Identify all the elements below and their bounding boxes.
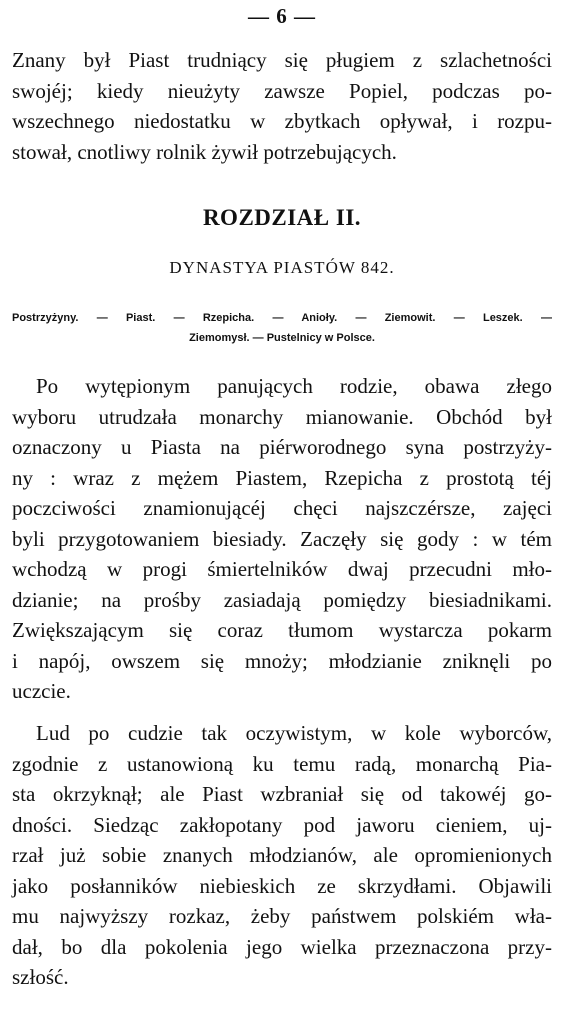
text-line: ny : wraz z mężem Piastem, Rzepicha z prostotą téj <box>12 465 552 490</box>
dynasty-heading: DYNASTYA PIASTÓW 842. <box>169 258 395 277</box>
text-line: i napój, owszem się mnoży; młodzianie zniknęli po <box>12 648 552 673</box>
paragraph-2 <box>12 718 552 993</box>
text-line: Po wytępionym panujących rodzie, obawa złego <box>36 374 552 398</box>
text-line: sta okrzyknął; ale Piast wzbraniał się od takowéj go- <box>12 782 552 806</box>
text-line: Znany był Piast trudniący się pługiem z szlachetności <box>12 48 552 72</box>
text-line: swojéj; kiedy nieużyty zawsze Popiel, podczas po- <box>12 78 552 103</box>
text-line: uczcie. <box>12 679 71 703</box>
text-line: Zwiększającym się coraz tłumom wystarcza pokarm <box>12 618 552 642</box>
chapter-title: ROZDZIAŁ II. <box>202 205 362 230</box>
text-line: poczciwości znamionującéj chęci najszczérsze, zajęci <box>12 496 552 520</box>
text-line: zgodnie z ustanowioną ku temu radą, monarchą Pia- <box>12 751 552 776</box>
text-line: wyboru utrudzała monarchy mianowanie. Obchód był <box>12 404 552 429</box>
text-line: dności. Siedząc zakłopotany pod jaworu cieniem, uj- <box>12 812 552 837</box>
text-line: rzał już sobie znanych młodzianów, ale opromienionych <box>12 843 552 867</box>
text-line: byli przygotowaniem biesiady. Zaczęły się gody : w tém <box>12 526 552 551</box>
summary-line: Ziemomysł. — Pustelnicy w Polsce. <box>189 332 375 344</box>
paragraph-1 <box>12 371 552 707</box>
text-line: wszechnego niedostatku w zbytkach opływał, i rozpu- <box>12 109 552 133</box>
text-line: mu najwyższy rozkaz, żeby państwem polskiém wła- <box>12 904 552 928</box>
page-number: — 6 — <box>248 4 316 28</box>
text-line: Lud po cudzie tak oczywistym, w kole wyborców, <box>36 721 552 745</box>
summary-line: Postrzyżyny. — Piast. — Rzepicha. — Anioły. — Ziemowit. — Leszek. — <box>12 312 552 324</box>
chapter-summary <box>12 308 552 348</box>
text-line: oznaczony u Piasta na piérworodnego syna postrzyży- <box>12 435 552 459</box>
text-line: dzianie; na prośby zasiadają pomiędzy biesiadnikami. <box>12 587 552 612</box>
text-line: jako posłanników niebieskich ze skrzydłami. Objawili <box>12 873 552 898</box>
intro-paragraph <box>12 45 552 167</box>
text-line: szłość. <box>12 965 69 989</box>
text-line: wchodzą w progi śmiertelników dwaj przecudni mło- <box>12 557 552 581</box>
text-line: stował, cnotliwy rolnik żywił potrzebujących. <box>12 139 397 164</box>
text-line: dał, bo dla pokolenia jego wielka przeznaczona przy- <box>12 934 552 959</box>
